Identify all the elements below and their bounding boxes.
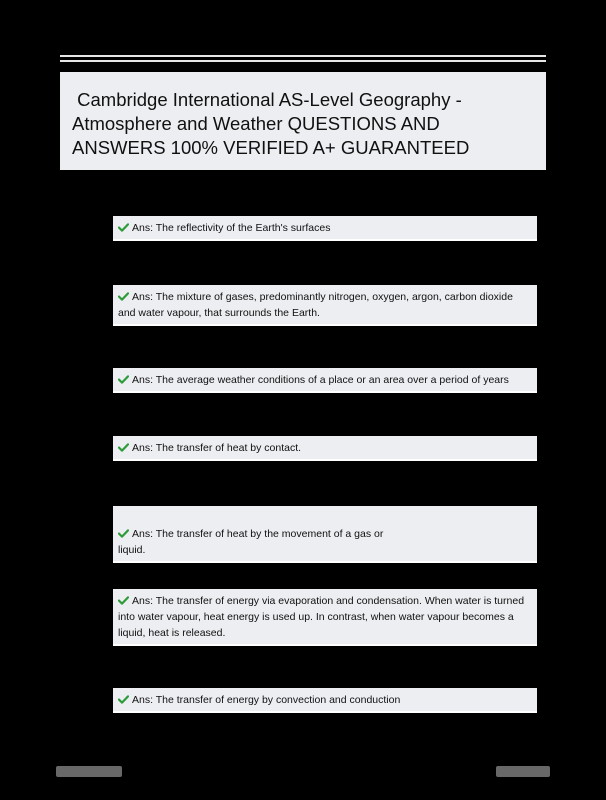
footer-page-number-blurred <box>496 766 550 777</box>
check-icon <box>118 375 129 384</box>
check-icon <box>118 695 129 704</box>
answer-card <box>113 436 537 461</box>
check-icon <box>118 223 129 232</box>
check-icon <box>118 529 129 538</box>
footer-left-blurred <box>56 766 122 777</box>
answer-card <box>113 368 537 393</box>
answer-card <box>113 506 537 563</box>
answer-card <box>113 688 537 713</box>
top-divider-secondary <box>60 60 546 62</box>
top-divider <box>60 55 546 57</box>
answer-text: Ans: The transfer of heat by the movement of a gas or liquid. <box>118 528 384 556</box>
answer-text: Ans: The transfer of heat by contact. <box>132 442 302 454</box>
answer-text: Ans: The mixture of gases, predominantly nitrogen, oxygen, argon, carbon dioxide and water vapour, that surrounds the Earth. <box>118 291 513 319</box>
answer-card <box>113 285 537 326</box>
answer-card <box>113 589 537 646</box>
answer-card <box>113 216 537 241</box>
answer-text: Ans: The transfer of energy via evaporation and condensation. When water is turned into water vapour, heat energy is used up. In contrast, when water vapour becomes a liquid, heat is released. <box>118 595 525 639</box>
answer-text: Ans: The reflectivity of the Earth's surfaces <box>132 222 331 234</box>
answer-text: Ans: The transfer of energy by convection and conduction <box>132 694 401 706</box>
check-icon <box>118 596 129 605</box>
title-banner <box>60 72 546 170</box>
check-icon <box>118 292 129 301</box>
document-title: Cambridge International AS-Level Geography - Atmosphere and Weather QUESTIONS AND ANSWERS 100% VERIFIED A+ GUARANTEED <box>72 89 470 158</box>
answer-text: Ans: The average weather conditions of a place or an area over a period of years <box>132 374 509 386</box>
check-icon <box>118 443 129 452</box>
